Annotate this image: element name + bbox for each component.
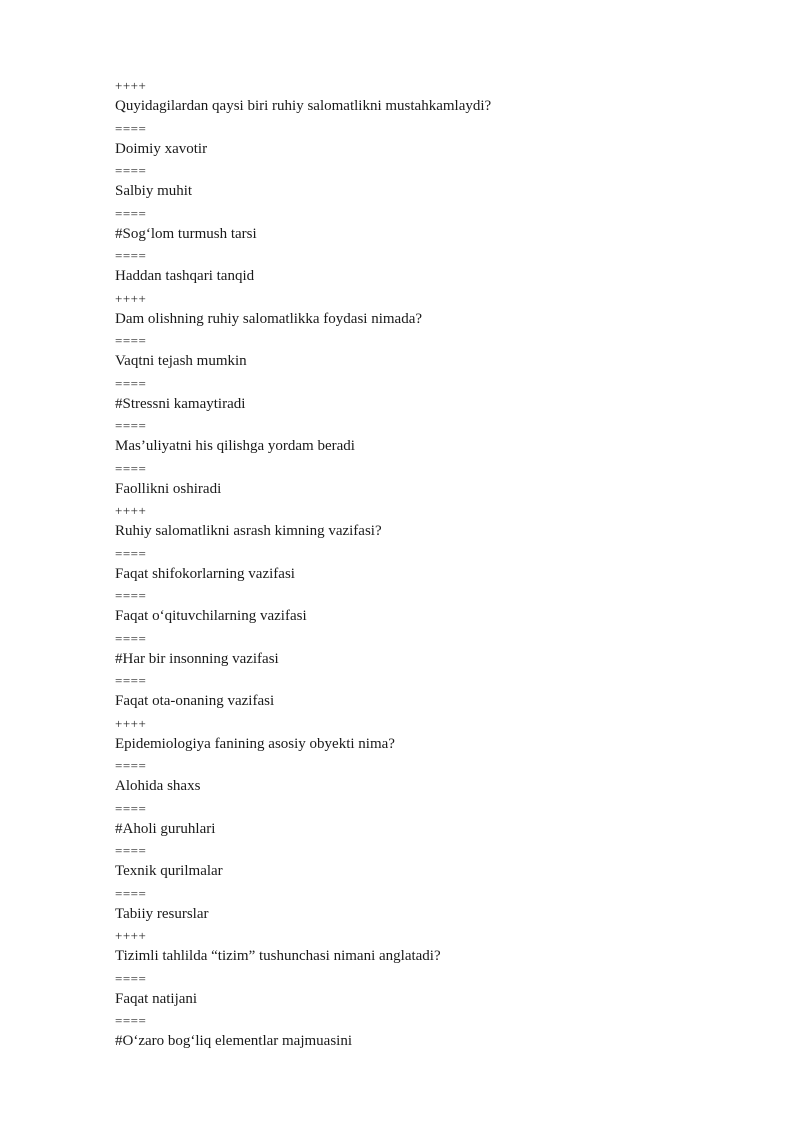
- answer-option: Faqat shifokorlarning vazifasi: [115, 565, 295, 582]
- answer-option: Vaqtni tejash mumkin: [115, 353, 247, 370]
- question-text: Tizimli tahlilda “tizim” tushunchasi nimani anglatadi?: [115, 948, 441, 965]
- answer-option: Faqat o‘qituvchilarning vazifasi: [115, 608, 307, 625]
- document-content: [115, 75, 755, 1053]
- answer-option: Salbiy muhit: [115, 183, 193, 200]
- question-separator: ++++: [115, 715, 147, 731]
- answer-option: Doimiy xavotir: [115, 140, 208, 157]
- answer-separator: ====: [115, 418, 147, 433]
- correct-answer-option: #O‘zaro bog‘liq elementlar majmuasini: [115, 1033, 353, 1050]
- answer-option: Mas’uliyatni his qilishga yordam beradi: [115, 438, 355, 455]
- answer-separator: ====: [115, 120, 147, 136]
- answer-option: Alohida shaxs: [115, 778, 201, 795]
- question-text: Ruhiy salomatlikni asrash kimning vazifasi?: [115, 523, 382, 540]
- answer-separator: ====: [115, 205, 147, 221]
- answer-separator: ====: [115, 1013, 147, 1028]
- answer-option: Faqat ota-onaning vazifasi: [115, 693, 275, 710]
- answer-separator: ====: [115, 843, 147, 858]
- answer-option: Texnik qurilmalar: [115, 863, 223, 880]
- correct-answer-option: #Sog‘lom turmush tarsi: [115, 225, 257, 242]
- answer-separator: ====: [115, 758, 147, 773]
- question-text: Epidemiologiya fanining asosiy obyekti nima?: [115, 735, 395, 752]
- answer-separator: ====: [115, 545, 147, 561]
- answer-separator: ====: [115, 885, 147, 901]
- correct-answer-option: #Har bir insonning vazifasi: [115, 650, 279, 667]
- question-separator: ++++: [115, 290, 147, 306]
- answer-separator: ====: [115, 588, 147, 603]
- answer-separator: ====: [115, 673, 147, 688]
- answer-separator: ====: [115, 375, 147, 391]
- correct-answer-option: #Aholi guruhlari: [115, 820, 216, 837]
- answer-separator: ====: [115, 800, 147, 816]
- answer-separator: ====: [115, 248, 147, 263]
- question-text: Quyidagilardan qaysi biri ruhiy salomatlikni mustahkamlaydi?: [115, 98, 492, 115]
- answer-separator: ====: [115, 460, 147, 476]
- question-text: Dam olishning ruhiy salomatlikka foydasi nimada?: [115, 310, 423, 327]
- correct-answer-option: #Stressni kamaytiradi: [115, 395, 246, 412]
- answer-option: Haddan tashqari tanqid: [115, 268, 255, 285]
- answer-separator: ====: [115, 630, 147, 646]
- answer-option: Tabiiy resurslar: [115, 905, 209, 922]
- question-separator: ++++: [115, 928, 147, 943]
- answer-option: Faollikni oshiradi: [115, 480, 222, 497]
- answer-separator: ====: [115, 970, 147, 986]
- answer-option: Faqat natijani: [115, 990, 198, 1007]
- question-separator: ++++: [115, 78, 147, 93]
- answer-separator: ====: [115, 163, 147, 178]
- question-separator: ++++: [115, 503, 147, 518]
- answer-separator: ====: [115, 333, 147, 348]
